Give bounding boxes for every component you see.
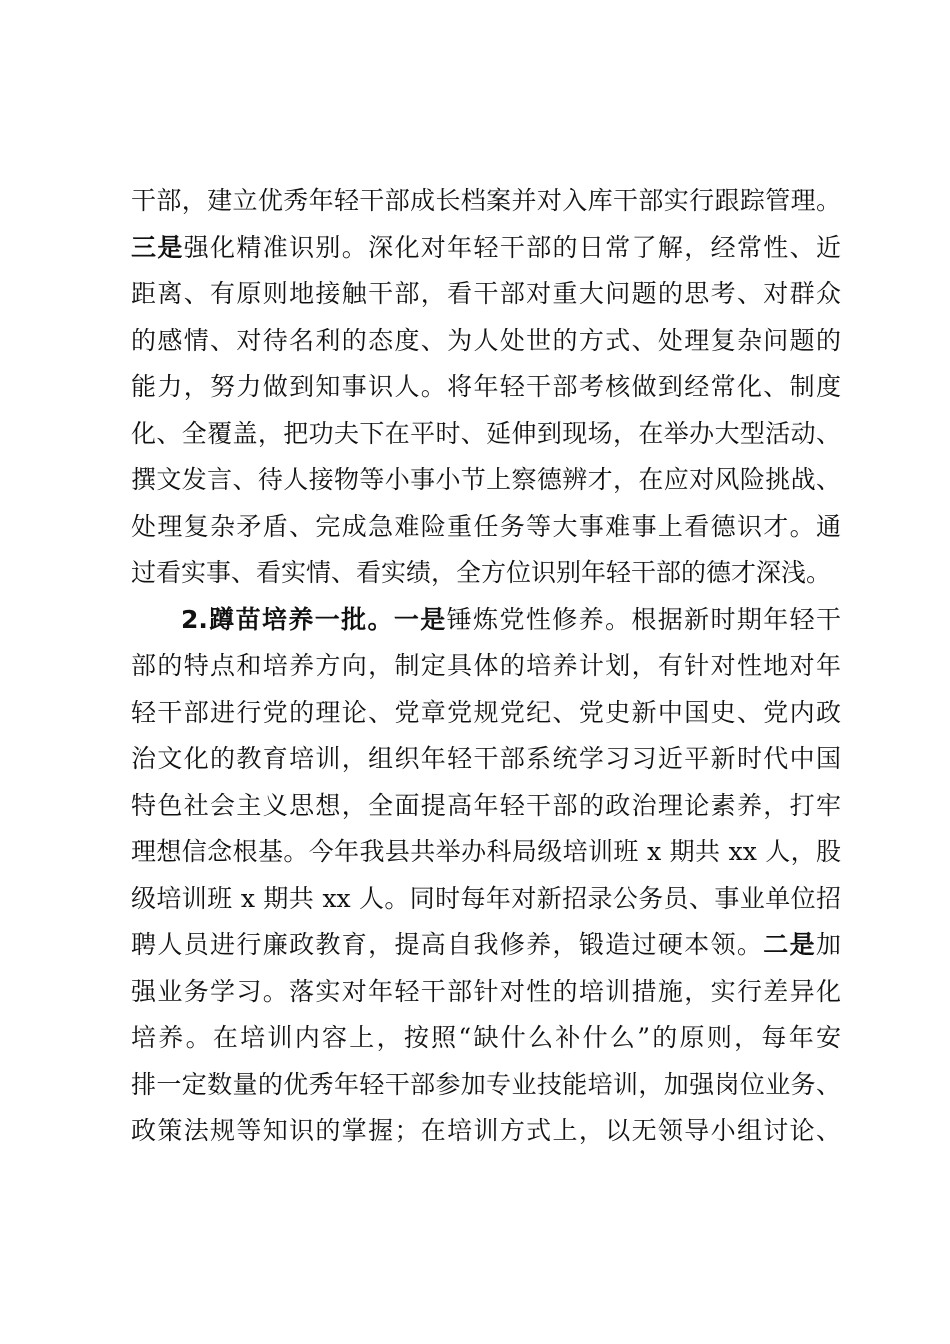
text-run: 排一定数量的优秀年轻干部参加专业技能培训，加强岗位业务、 <box>131 1069 841 1099</box>
text-run: 加 <box>815 930 841 959</box>
text-line <box>131 225 841 272</box>
text-line <box>131 736 841 783</box>
text-line <box>131 364 841 411</box>
bold-marker: 三是 <box>131 232 184 262</box>
text-run: 级培训班 x 期共 xx 人。同时每年对新招录公务员、事业单位招 <box>131 883 841 913</box>
text-run: 距离、有原则地接触干部，看干部对重大问题的思考、对群众 <box>131 279 841 308</box>
text-line <box>131 783 841 830</box>
text-run: 干部，建立优秀年轻干部成长档案并对入库干部实行跟踪管理。 <box>131 186 841 215</box>
text-run: 聘人员进行廉政教育，提高自我修养，锻造过硬本领。 <box>131 930 764 959</box>
text-run: 强业务学习。落实对年轻干部针对性的培训措施，实行差异化 <box>131 976 841 1006</box>
bold-marker: 一是 <box>393 604 447 634</box>
text-run: 部的特点和培养方向，制定具体的培养计划，有针对性地对年 <box>131 651 841 680</box>
section-heading: 2.蹲苗培养一批。 <box>181 604 394 634</box>
text-run: 政策法规等知识的掌握；在培训方式上，以无领导小组讨论、 <box>131 1116 841 1145</box>
text-run: 过看实事、看实情、看实绩，全方位识别年轻干部的德才深浅。 <box>131 558 832 587</box>
text-run: 强化精准识别。深化对年轻干部的日常了解，经常性、近 <box>183 232 841 262</box>
text-line <box>131 178 841 225</box>
text-line <box>131 922 841 969</box>
text-line <box>131 271 841 318</box>
text-line <box>131 1015 841 1062</box>
text-line <box>131 597 841 644</box>
text-line <box>131 876 841 923</box>
text-line <box>131 318 841 365</box>
text-run: 轻干部进行党的理论、党章党规党纪、党史新中国史、党内政 <box>131 697 841 727</box>
text-run: 处理复杂矛盾、完成急难险重任务等大事难事上看德识才。通 <box>131 511 841 541</box>
text-line <box>131 829 841 876</box>
text-line <box>131 457 841 504</box>
text-line <box>131 690 841 737</box>
text-line <box>131 969 841 1016</box>
text-run: 锤炼党性修养。根据新时期年轻干 <box>446 604 841 634</box>
text-line <box>131 1062 841 1109</box>
text-line <box>131 504 841 551</box>
text-run: 特色社会主义思想，全面提高年轻干部的政治理论素养，打牢 <box>131 790 841 820</box>
text-line <box>131 411 841 458</box>
text-run: 的感情、对待名利的态度、为人处世的方式、处理复杂问题的 <box>131 325 841 355</box>
text-run: 治文化的教育培训，组织年轻干部系统学习习近平新时代中国 <box>131 744 841 773</box>
text-run: 撰文发言、待人接物等小事小节上察德辨才，在应对风险挑战、 <box>131 465 841 494</box>
bold-marker: 二是 <box>763 930 816 959</box>
text-line <box>131 550 841 597</box>
text-line <box>131 643 841 690</box>
text-run: 能力，努力做到知事识人。将年轻干部考核做到经常化、制度 <box>131 372 841 401</box>
body-text <box>131 178 841 1155</box>
text-run: 培养。在培训内容上，按照“缺什么补什么”的原则，每年安 <box>131 1023 841 1052</box>
text-line <box>131 1108 841 1155</box>
text-run: 理想信念根基。今年我县共举办科局级培训班 x 期共 xx 人，股 <box>131 837 841 866</box>
text-run: 化、全覆盖，把功夫下在平时、延伸到现场，在举办大型活动、 <box>131 418 841 448</box>
